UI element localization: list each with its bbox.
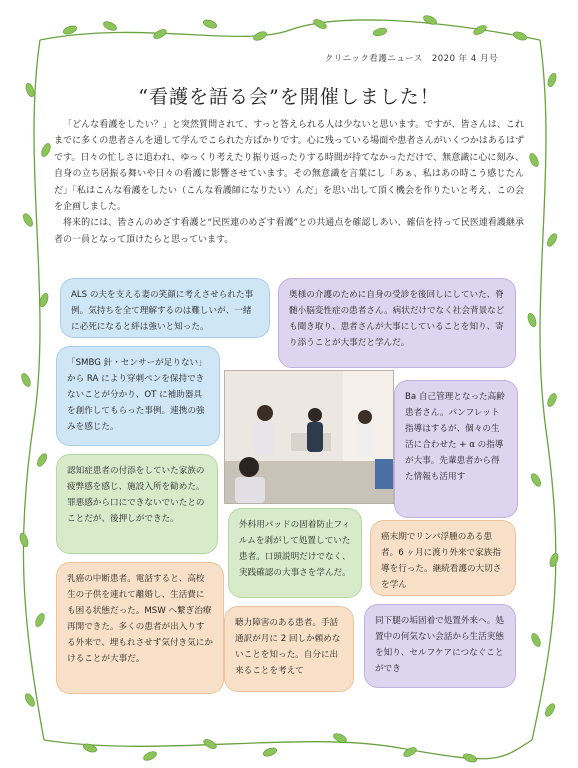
bubble-ba-case: Ba 自己管理となった高齢患者さん。パンフレット指導はするが、個々の生活に合わせた + α の指導が大事。先輩患者から得た情報も活用す [394, 380, 518, 518]
bubble-spinal-case: 奥様の介護のために自身の受診を後回しにしていた、脊髄小脳変性症の患者さん。病状だけでなく社会背景なども聞き取り、患者さんが大事にしていることを知り、寄り添うことが大事だと学んだ。 [278, 278, 516, 368]
bubble-lymph-case: 癌末期でリンパ浮腫のある患者。6 ヶ月に渡り外来で家族指導を行った。継続看護の大切さを学ん [370, 520, 516, 596]
bubble-pad-case: 外科用パッドの固着防止フィルムを剥がして処置していた患者。口頭説明だけでなく、実践確認の大事さを学んだ。 [228, 508, 362, 598]
bubble-breast-cancer-case: 乳癌の中断患者。電話すると、高校生の子供を連れて離婚し、生活費にも困る状態だった。MSW へ繋ぎ治療再開できた。多くの患者が出入りする外来で、埋もれさせず気付き気にかけることが大事だ。 [56, 562, 224, 694]
bubble-als-case: ALS の夫を支える妻の笑顔に考えさせられた事例。気持ちを全て理解するのは難しいが、一緒に必死になると絆は強いと知った。 [60, 278, 270, 338]
bubble-wound-case: 同下腿の垢固着で処置外来へ。処置中の何気ない会話から生活実態を知り、セルフケアにつなぐことができ [364, 604, 516, 688]
bubble-dementia-case: 認知症患者の付添をしていた家族の疲弊感を感じ、施設入所を勧めた。罪悪感から口にできないでいたとのことだが、後押しができた。 [56, 454, 218, 554]
meeting-photo [224, 370, 394, 504]
intro-paragraph-2: 将来的には、皆さんのめざす看護と“民医連のめざす看護”との共通点を確認しあい、確信を持って民医連看護継承者の一員となって頂けたらと思っています。 [54, 218, 524, 245]
intro-paragraph-1: 「どんな看護をしたい？」と突然質問されて、すっと答えられる人は少ないと思います。ですが、皆さんは、これまでに多くの患者さんを通して学んでこられた方ばかりです。心に残っている場面や患者さんがいくつかはあるはずです。日々の忙しさに追われ、ゆっくり考えたり振り返ったりする時間が持てなかっただけで、無意識に心に刻み、自身の立ち居振る舞いや日々の看護に影響させています。その無意識を言葉にし「あぁ、私はあの時こう感じたんだ」「私はこんな看護をしたい（こんな看護師になりたい）んだ」を思い出して頂く機会を作りたいと考え、この会を企画しました。 [54, 120, 524, 213]
page-title: “看護を語る会”を開催しました！ [138, 86, 440, 108]
bubble-hearing-case: 聴力障害のある患者。手話通訳が月に 2 回しか頼めないことを知った。自分に出来ることを考えて [224, 606, 354, 692]
bubble-smbg-case: 「SMBG 針・センサーが足りない」から RA により穿刺ペンを保持できないことが分かり、OT に補助器具を創作してもらった事例。連携の強みを感じた。 [56, 346, 220, 446]
newsletter-issue-label: クリニック看護ニュース 2020 年 4 月号 [324, 54, 498, 64]
meeting-photo-illustration [225, 371, 393, 503]
intro-text [54, 117, 524, 248]
